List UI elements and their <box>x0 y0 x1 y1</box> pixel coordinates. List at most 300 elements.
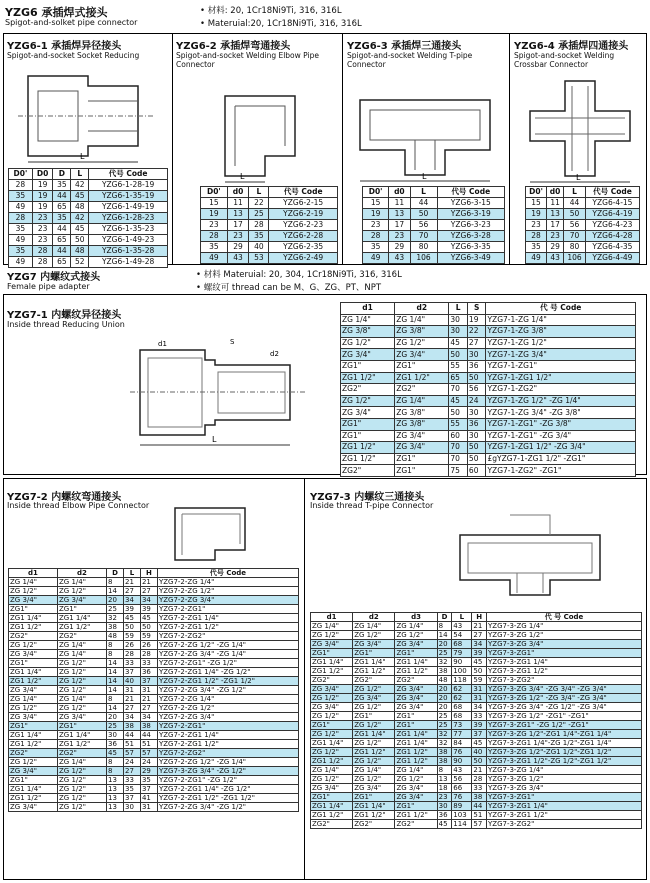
table-cell: YZG7-2-ZG1 1/4" <box>157 731 298 740</box>
table-cell: 103 <box>452 811 472 820</box>
table-row <box>9 246 168 257</box>
table-cell: YZG7-2-ZG2" <box>157 749 298 758</box>
table-cell: YZG6-2-23 <box>269 220 338 231</box>
table-cell: 40 <box>249 242 269 253</box>
table-cell: 77 <box>452 730 472 739</box>
table-cell: ZG 1/2" <box>58 668 107 677</box>
table-cell: 27 <box>123 587 140 596</box>
table-row <box>9 776 299 785</box>
table-row <box>363 231 505 242</box>
table-cell: YZG7-3-ZG 3/4" -ZG 1/2" -ZG 3/4" <box>487 703 642 712</box>
table-cell: YZG6-3-23 <box>437 220 504 231</box>
yzg7-1-drawing <box>130 330 310 455</box>
table-cell: 35 <box>249 231 269 242</box>
column-header: d0 <box>547 187 564 198</box>
table-cell: 66 <box>452 784 472 793</box>
column-header: d1 <box>9 569 58 578</box>
table-cell: 50 <box>467 442 486 454</box>
table-cell: 17 <box>227 220 249 231</box>
table-row <box>9 623 299 632</box>
table-cell: ZG 3/4" <box>353 784 395 793</box>
table-cell: ZG1 1/4" <box>58 614 107 623</box>
table-cell: 23 <box>227 231 249 242</box>
table-cell: 34 <box>472 703 487 712</box>
table-cell: ZG2" <box>353 676 395 685</box>
table-cell: 40 <box>472 748 487 757</box>
table-cell: 34 <box>140 713 157 722</box>
column-header: H <box>140 569 157 578</box>
table-cell: ZG1" <box>353 793 395 802</box>
divider <box>342 33 343 265</box>
table-cell: 56 <box>452 775 472 784</box>
yzg7-3-subtitle: Inside thread T-pipe Connector <box>310 501 434 510</box>
table-row <box>9 686 299 695</box>
table-cell: 68 <box>452 703 472 712</box>
yzg6-1-subtitle: Spigot-and-socket Socket Reducing <box>7 51 140 60</box>
table-row <box>341 372 636 384</box>
table-cell: 21 <box>472 622 487 631</box>
table-cell: YZG7-3-ZG 3/4" <box>487 640 642 649</box>
table-cell: 13 <box>547 209 564 220</box>
table-cell: 19 <box>201 209 228 220</box>
table-row <box>9 180 168 191</box>
table-cell: YZG7-2-ZG1 1/2" <box>157 623 298 632</box>
table-row <box>526 253 640 264</box>
table-cell: 114 <box>452 820 472 829</box>
table-cell: ZG 1/2" <box>9 641 58 650</box>
table-cell: ZG1 1/2" <box>395 757 437 766</box>
table-cell: 65 <box>449 372 468 384</box>
yzg7-thread: • 螺纹可 thread can be M、G、ZG、PT、NPT <box>196 283 382 293</box>
table-cell: 44 <box>53 191 71 202</box>
table-cell: 75 <box>449 465 468 477</box>
table-cell: YZG7-2-ZG 3/4" <box>157 596 298 605</box>
table-cell: YZG7-3-ZG 1/4" <box>487 622 642 631</box>
table-row <box>9 587 299 596</box>
table-cell: 24 <box>123 758 140 767</box>
table-cell: YZG6-3-49 <box>437 253 504 264</box>
yzg6-3-table <box>362 186 505 264</box>
table-cell: ZG1" <box>311 649 353 658</box>
table-cell: 44 <box>53 224 71 235</box>
table-cell: 25 <box>107 605 124 614</box>
table-row <box>311 811 642 820</box>
table-cell: ZG1 1/2" <box>311 757 353 766</box>
table-cell: 62 <box>452 685 472 694</box>
table-cell: 44 <box>140 731 157 740</box>
table-cell: 8 <box>437 766 452 775</box>
table-cell: 35 <box>9 246 33 257</box>
table-cell: ZG 3/8" <box>395 407 449 419</box>
table-cell: ZG2" <box>395 676 437 685</box>
table-cell: 48 <box>107 632 124 641</box>
table-cell: 37 <box>140 677 157 686</box>
column-header: 代 号 Code <box>487 613 642 622</box>
table-cell: ZG1 1/4" <box>353 730 395 739</box>
column-header: d1 <box>311 613 353 622</box>
table-cell: ZG 3/4" <box>9 686 58 695</box>
table-cell: 49 <box>9 202 33 213</box>
column-header: d2 <box>58 569 107 578</box>
table-cell: 68 <box>452 712 472 721</box>
table-cell: 37 <box>472 730 487 739</box>
table-cell: 30 <box>449 326 468 338</box>
table-cell: 36 <box>467 360 486 372</box>
table-cell: 45 <box>437 820 452 829</box>
table-cell: 45 <box>71 191 89 202</box>
table-row <box>9 235 168 246</box>
table-cell: 30 <box>467 407 486 419</box>
table-cell: 30 <box>467 430 486 442</box>
table-cell: 20 <box>437 703 452 712</box>
table-cell: 25 <box>437 721 452 730</box>
table-row <box>311 694 642 703</box>
table-cell: 34 <box>472 640 487 649</box>
table-cell: 23 <box>547 231 564 242</box>
table-cell: 50 <box>472 667 487 676</box>
table-cell: ZG1 1/2" <box>341 442 395 454</box>
table-cell: ZG1" <box>353 712 395 721</box>
table-cell: YZG7-2-ZG1" <box>157 605 298 614</box>
table-row <box>9 202 168 213</box>
column-header: D <box>437 613 452 622</box>
table-cell: ZG 1/4" <box>58 650 107 659</box>
table-row <box>526 209 640 220</box>
table-row <box>526 231 640 242</box>
table-cell: YZG7-3-ZG 1/2" -ZG 3/4" -ZG 3/4" <box>487 694 642 703</box>
table-cell: 24 <box>140 758 157 767</box>
table-cell: 20 <box>107 713 124 722</box>
table-cell: YZG7-3-ZG 1/2" -ZG1" -ZG1" <box>487 712 642 721</box>
table-cell: ZG 1/2" <box>353 739 395 748</box>
table-row <box>311 676 642 685</box>
table-cell: ZG 1/4" <box>58 695 107 704</box>
table-cell: ZG1" <box>341 418 395 430</box>
table-cell: ZG 1/2" <box>353 631 395 640</box>
table-cell: 35 <box>201 242 228 253</box>
column-header: d2 <box>353 613 395 622</box>
table-cell: 45 <box>140 614 157 623</box>
table-row <box>311 712 642 721</box>
table-cell: 37 <box>140 785 157 794</box>
yzg6-subtitle: Spigot-and-solket pipe connector <box>5 18 138 27</box>
table-cell: 70 <box>410 231 437 242</box>
yzg7-3-title: YZG7-3 内螺纹三通接头 <box>310 492 425 503</box>
table-cell: YZG7-2-ZG 3/4" -ZG 1/2" <box>157 686 298 695</box>
table-row <box>9 803 299 812</box>
table-cell: 39 <box>472 721 487 730</box>
table-cell: 20 <box>437 685 452 694</box>
table-cell: 31 <box>140 803 157 812</box>
table-cell: ZG1 1/2" <box>341 453 395 465</box>
yzg6-3-title: YZG6-3 承插焊三通接头 <box>347 41 462 52</box>
table-cell: 38 <box>123 722 140 731</box>
table-cell: 20 <box>437 640 452 649</box>
yzg6-2-drawing <box>195 76 325 186</box>
table-row <box>311 766 642 775</box>
table-cell: ZG 1/4" <box>311 766 353 775</box>
table-row <box>311 802 642 811</box>
table-cell: ZG 1/2" <box>341 337 395 349</box>
table-cell: 56 <box>467 384 486 396</box>
table-header-row <box>311 613 642 622</box>
table-cell: YZG6-3-28 <box>437 231 504 242</box>
table-cell: 28 <box>249 220 269 231</box>
table-row <box>9 695 299 704</box>
table-cell: 28 <box>472 775 487 784</box>
table-cell: ZG1" <box>9 605 58 614</box>
table-cell: 30 <box>123 803 140 812</box>
table-cell: 31 <box>472 694 487 703</box>
table-cell: 70 <box>449 384 468 396</box>
table-cell: 50 <box>123 623 140 632</box>
table-cell: 45 <box>472 658 487 667</box>
table-cell: YZG7-1-ZG 3/8" <box>486 326 636 338</box>
table-cell: YZG7-3-ZG1 1/4" <box>487 802 642 811</box>
table-cell: YZG7-1-ZG2" -ZG1" <box>486 465 636 477</box>
table-cell: 25 <box>107 722 124 731</box>
table-cell: 44 <box>53 246 71 257</box>
table-cell: 35 <box>53 213 71 224</box>
table-cell: 73 <box>452 721 472 730</box>
table-cell: 19 <box>32 191 53 202</box>
table-cell: 35 <box>9 191 33 202</box>
table-cell: ZG1 1/2" <box>353 811 395 820</box>
table-row <box>311 721 642 730</box>
table-cell: ZG 3/4" <box>341 349 395 361</box>
table-cell: ZG1" <box>395 465 449 477</box>
table-cell: ZG1 1/4" <box>353 802 395 811</box>
table-row <box>311 775 642 784</box>
column-header: H <box>472 613 487 622</box>
table-cell: YZG6-2-19 <box>269 209 338 220</box>
table-cell: YZG7-2-ZG1 1/2" -ZG1 1/2" <box>157 794 298 803</box>
yzg7-material: • 材料 Materuial: 20, 304, 1Cr18Ni9Ti, 316, 316L <box>196 270 402 280</box>
table-cell: 43 <box>389 253 410 264</box>
table-row <box>363 209 505 220</box>
table-cell: 31 <box>472 685 487 694</box>
table-cell: 51 <box>140 740 157 749</box>
table-cell: 45 <box>472 739 487 748</box>
table-cell: 27 <box>123 767 140 776</box>
table-cell: 76 <box>452 748 472 757</box>
table-cell: YZG7-3-ZG 3/4" -ZG 1/2" <box>157 767 298 776</box>
table-cell: 44 <box>123 731 140 740</box>
table-cell: 22 <box>249 198 269 209</box>
column-header: D <box>107 569 124 578</box>
table-cell: ZG1" <box>395 721 437 730</box>
table-cell: 18 <box>437 784 452 793</box>
table-cell: ZG 1/2" <box>395 775 437 784</box>
table-cell: YZG7-2-ZG1 1/2" <box>157 740 298 749</box>
table-cell: 27 <box>472 631 487 640</box>
table-cell: ZG1 1/4" <box>353 658 395 667</box>
column-header: 代号 Code <box>269 187 338 198</box>
table-cell: ZG2" <box>341 384 395 396</box>
table-cell: 48 <box>71 202 89 213</box>
table-row <box>201 253 338 264</box>
table-cell: 70 <box>449 442 468 454</box>
svg-text:S: S <box>230 338 235 346</box>
table-cell: 23 <box>437 793 452 802</box>
table-cell: 49 <box>526 253 547 264</box>
table-row <box>311 640 642 649</box>
table-row <box>9 641 299 650</box>
table-row <box>311 685 642 694</box>
table-cell: YZG7-1-ZG1" <box>486 360 636 372</box>
table-row <box>311 649 642 658</box>
table-cell: 68 <box>452 640 472 649</box>
table-cell: 56 <box>410 220 437 231</box>
divider <box>304 478 305 880</box>
table-row <box>311 739 642 748</box>
table-cell: ZG1 1/2" <box>9 794 58 803</box>
table-cell: 45 <box>449 395 468 407</box>
table-cell: 29 <box>547 242 564 253</box>
table-cell: 50 <box>467 453 486 465</box>
yzg7-2-drawing <box>160 500 270 565</box>
table-cell: ZG1 1/2" <box>58 740 107 749</box>
table-row <box>9 740 299 749</box>
table-cell: ZG 3/4" <box>395 685 437 694</box>
table-cell: ZG2" <box>9 749 58 758</box>
divider <box>509 33 510 265</box>
table-cell: ZG 1/2" <box>311 694 353 703</box>
table-cell: 49 <box>9 235 33 246</box>
table-cell: 80 <box>564 242 586 253</box>
table-row <box>311 793 642 802</box>
table-cell: ZG 1/2" <box>58 704 107 713</box>
column-header: L <box>123 569 140 578</box>
table-cell: YZG6-2-49 <box>269 253 338 264</box>
table-header-row <box>341 303 636 315</box>
table-cell: ZG 1/4" <box>9 695 58 704</box>
table-cell: ZG1 1/2" <box>9 677 58 686</box>
table-header-row <box>363 187 505 198</box>
table-cell: 39 <box>140 605 157 614</box>
table-cell: ZG 1/2" <box>353 757 395 766</box>
table-row <box>9 224 168 235</box>
table-cell: ZG 3/4" <box>311 784 353 793</box>
table-cell: YZG7-1-ZG 1/2" <box>486 337 636 349</box>
table-cell: 30 <box>449 314 468 326</box>
table-cell: 31 <box>123 686 140 695</box>
table-cell: 23 <box>32 213 53 224</box>
table-cell: ZG 1/4" <box>311 622 353 631</box>
table-cell: 23 <box>32 235 53 246</box>
table-cell: 30 <box>467 349 486 361</box>
table-cell: 8 <box>107 578 124 587</box>
table-cell: 22 <box>467 326 486 338</box>
table-cell: 60 <box>449 430 468 442</box>
column-header: 代 号 Code <box>486 303 636 315</box>
table-cell: 11 <box>547 198 564 209</box>
table-cell: ZG 3/4" <box>311 685 353 694</box>
table-cell: 43 <box>452 622 472 631</box>
table-cell: 28 <box>123 650 140 659</box>
table-cell: 8 <box>107 767 124 776</box>
table-cell: 35 <box>53 180 71 191</box>
table-cell: 49 <box>363 253 389 264</box>
table-cell: 11 <box>389 198 410 209</box>
table-cell: ZG 1/4" <box>341 314 395 326</box>
table-cell: 76 <box>452 793 472 802</box>
table-cell: 14 <box>107 668 124 677</box>
table-cell: YZG6-1-35-28 <box>89 246 168 257</box>
table-cell: ZG1 1/4" <box>9 731 58 740</box>
table-row <box>9 758 299 767</box>
table-cell: 37 <box>123 794 140 803</box>
table-cell: 26 <box>140 641 157 650</box>
table-cell: YZG6-1-35-19 <box>89 191 168 202</box>
table-cell: YZG6-4-28 <box>585 231 639 242</box>
table-cell: ZG 3/4" <box>395 349 449 361</box>
table-row <box>9 605 299 614</box>
table-cell: 84 <box>452 739 472 748</box>
table-cell: ZG 3/4" <box>395 430 449 442</box>
column-header: S <box>467 303 486 315</box>
table-cell: ZG 1/4" <box>395 314 449 326</box>
table-cell: YZG7-3-ZG1" <box>487 649 642 658</box>
table-cell: ZG2" <box>58 749 107 758</box>
table-cell: YZG7-2-ZG 1/4" <box>157 695 298 704</box>
table-cell: 52 <box>71 257 89 268</box>
yzg7-1-table <box>340 302 636 477</box>
table-cell: ZG 1/4" <box>58 578 107 587</box>
table-cell: ZG 3/4" <box>9 596 58 605</box>
table-cell: YZG7-2-ZG 1/2" -ZG 1/4" <box>157 758 298 767</box>
table-cell: 19 <box>467 314 486 326</box>
table-cell: 21 <box>123 695 140 704</box>
table-cell: ZG1 1/4" <box>395 658 437 667</box>
table-cell: 49 <box>9 257 33 268</box>
table-cell: YZG7-3-ZG2" <box>487 820 642 829</box>
column-header: L <box>564 187 586 198</box>
yzg6-4-drawing <box>520 76 640 186</box>
table-cell: 48 <box>71 246 89 257</box>
table-cell: ZG 1/2" <box>58 686 107 695</box>
svg-text:L: L <box>422 172 427 181</box>
table-row <box>363 242 505 253</box>
table-cell: 51 <box>123 740 140 749</box>
table-cell: YZG7-3-ZG1 1/4"-ZG 1/2"-ZG1 1/4" <box>487 739 642 748</box>
table-cell: YZG6-4-19 <box>585 209 639 220</box>
yzg7-1-subtitle: Inside thread Reducing Union <box>7 320 125 329</box>
table-cell: YZG7-3-ZG1 1/4" <box>487 658 642 667</box>
table-cell: 36 <box>437 811 452 820</box>
table-cell: 50 <box>410 209 437 220</box>
table-cell: YZG6-1-49-19 <box>89 202 168 213</box>
table-cell: 37 <box>123 668 140 677</box>
yzg7-2-subtitle: Inside thread Elbow Pipe Connector <box>7 501 150 510</box>
table-cell: ZG1" <box>395 802 437 811</box>
table-cell: ZG1" <box>58 605 107 614</box>
table-row <box>311 757 642 766</box>
yzg6-4-title: YZG6-4 承插焊四通接头 <box>514 41 629 52</box>
table-row <box>311 667 642 676</box>
table-row <box>363 220 505 231</box>
table-cell: 23 <box>389 231 410 242</box>
table-cell: ZG 3/4" <box>353 640 395 649</box>
table-cell: 50 <box>140 623 157 632</box>
table-cell: YZG7-3-ZG 3/4" <box>487 784 642 793</box>
table-cell: ZG1" <box>395 453 449 465</box>
column-header: d0 <box>227 187 249 198</box>
table-row <box>9 650 299 659</box>
table-cell: ZG 1/2" <box>9 758 58 767</box>
table-cell: 17 <box>547 220 564 231</box>
table-row <box>9 749 299 758</box>
